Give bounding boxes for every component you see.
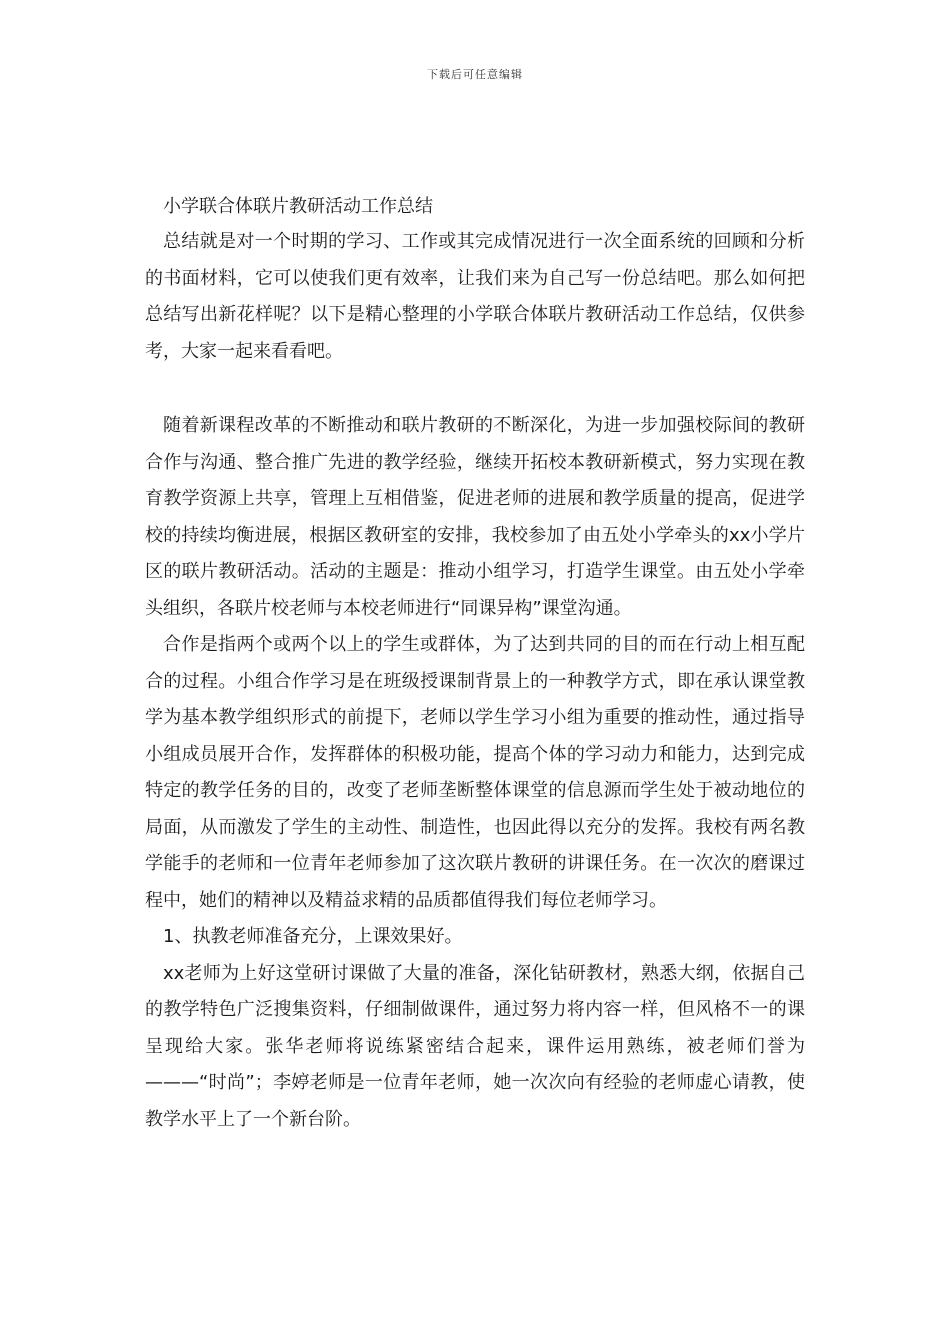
page-header-note: 下载后可任意编辑 [427,68,523,81]
cooperation-paragraph: 合作是指两个或两个以上的学生或群体，为了达到共同的目的而在行动上相互配合的过程。小组合作学习是在班级授课制背景上的一种教学方式，即在承认课堂教学为基本教学组织形式的前提下，老师以学生学习小组为重要的推动性，通过指导小组成员展开合作，发挥群体的积极功能，提高个体的学习动力和能力，达到完成特定的教学任务的目的，改变了老师垄断整体课堂的信息源而学生处于被动地位的局面，从而激发了学生的主动性、制造性，也因此得以充分的发挥。我校有两名教学能手的老师和一位青年老师参加了这次联片教研的讲课任务。在一次次的磨课过程中，她们的精神以及精益求精的品质都值得我们每位老师学习。 [145,634,805,911]
document-title: 小学联合体联片教研活动工作总结 [163,196,433,217]
document-body [145,190,805,1138]
paragraph-gap [145,370,805,408]
background-paragraph: 随着新课程改革的不断推动和联片教研的不断深化，为进一步加强校际间的教研合作与沟通、整合推广先进的教学经验，继续开拓校本教研新模式，努力实现在教育教学资源上共享，管理上互相借鉴，促进老师的进展和教学质量的提高，促进学校的持续均衡进展，根据区教研室的安排，我校参加了由五处小学牵头的xx小学片区的联片教研活动。活动的主题是：推动小组学习，打造学生课堂。由五处小学牵头组织，各联片校老师与本校老师进行“同课异构”课堂沟通。 [145,415,805,619]
teacher-preparation-paragraph: xx老师为上好这堂研讨课做了大量的准备，深化钻研教材，熟悉大纲，依据自己的教学特色广泛搜集资料，仔细制做课件，通过努力将内容一样，但风格不一的课呈现给大家。张华老师将说练紧密结合起来，课件运用熟练，被老师们誉为———“时尚”；李婷老师是一位青年老师，她一次次向有经验的老师虚心请教，使教学水平上了一个新台阶。 [145,962,805,1130]
section-heading-1: 1、执教老师准备充分，上课效果好。 [163,926,463,947]
intro-paragraph: 总结就是对一个时期的学习、工作或其完成情况进行一次全面系统的回顾和分析的书面材料，它可以使我们更有效率，让我们来为自己写一份总结吧。那么如何把总结写出新花样呢？以下是精心整理的小学联合体联片教研活动工作总结，仅供参考，大家一起来看看吧。 [145,231,805,362]
